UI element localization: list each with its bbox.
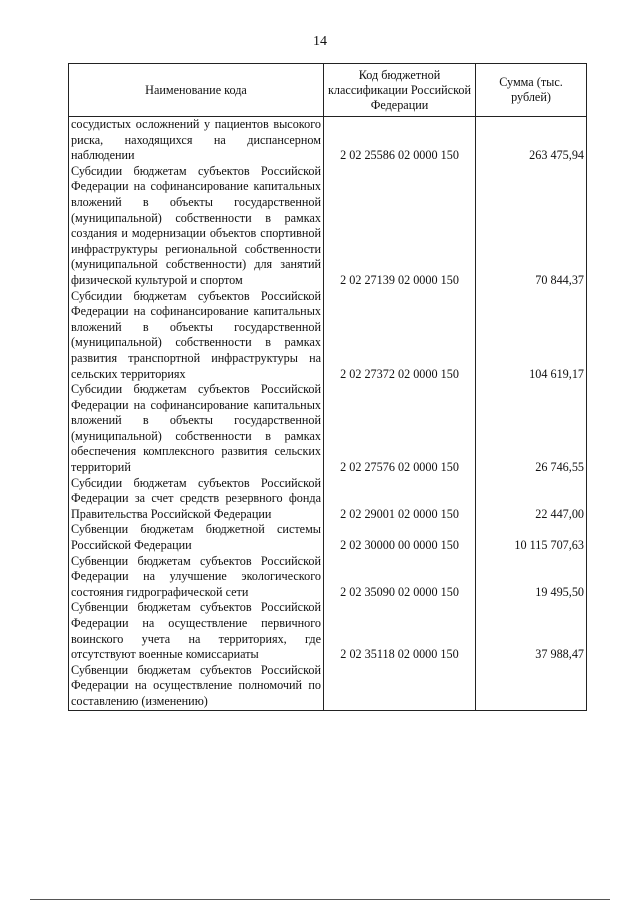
page-number: 14 <box>313 34 327 49</box>
row-sum: 70 844,37 <box>476 164 587 289</box>
budget-table <box>68 63 587 711</box>
row-name: Субвенции бюджетам субъектов Российской Федерации на осуществление первичного воинского учета на территориях, где отсутствуют военные комиссариаты <box>69 600 324 662</box>
row-name: Субвенции бюджетам субъектов Российской Федерации на улучшение экологического состояния гидрографической сети <box>69 554 324 601</box>
table-row <box>69 289 587 383</box>
row-sum: 104 619,17 <box>476 289 587 383</box>
row-sum: 10 115 707,63 <box>476 522 587 553</box>
table-row <box>69 522 587 553</box>
row-code <box>324 663 476 710</box>
row-code: 2 02 35090 02 0000 150 <box>324 554 476 601</box>
row-code: 2 02 27372 02 0000 150 <box>324 289 476 383</box>
row-name: Субвенции бюджетам субъектов Российской Федерации на осуществление полномочий по составлению (изменению) <box>69 663 324 710</box>
row-name: Субсидии бюджетам субъектов Российской Федерации на софинансирование капитальных вложений в объекты государственной (муниципальной) собственности в рамках развития транспортной инфраструктуры на сельских территориях <box>69 289 324 383</box>
row-code: 2 02 29001 02 0000 150 <box>324 476 476 523</box>
header-code: Код бюджетной классификации Российской Федерации <box>324 64 476 117</box>
row-code: 2 02 27576 02 0000 150 <box>324 382 476 476</box>
header-name: Наименование кода <box>69 64 324 117</box>
row-name: Субвенции бюджетам бюджетной системы Российской Федерации <box>69 522 324 553</box>
table-row <box>69 600 587 662</box>
row-name: сосудистых осложнений у пациентов высокого риска, находящихся на диспансерном наблюдении <box>69 117 324 164</box>
row-sum: 37 988,47 <box>476 600 587 662</box>
row-name: Субсидии бюджетам субъектов Российской Федерации на софинансирование капитальных вложений в объекты государственной (муниципальной) собственности в рамках создания и модернизации объектов спортивной инфраструктуры региональной собственности (муниципальной собственности) для занятий физической культурой и спортом <box>69 164 324 289</box>
table-row <box>69 663 587 710</box>
row-sum: 22 447,00 <box>476 476 587 523</box>
header-sum: Сумма (тыс. рублей) <box>476 64 587 117</box>
row-code: 2 02 25586 02 0000 150 <box>324 117 476 164</box>
table-row <box>69 476 587 523</box>
row-code: 2 02 35118 02 0000 150 <box>324 600 476 662</box>
table-row <box>69 117 587 164</box>
row-name: Субсидии бюджетам субъектов Российской Федерации за счет средств резервного фонда Правительства Российской Федерации <box>69 476 324 523</box>
row-sum <box>476 663 587 710</box>
row-code: 2 02 27139 02 0000 150 <box>324 164 476 289</box>
row-name: Субсидии бюджетам субъектов Российской Федерации на софинансирование капитальных вложений в объекты государственной (муниципальной) собственности в рамках обеспечения комплексного развития сельских территорий <box>69 382 324 476</box>
table-row <box>69 382 587 476</box>
row-sum: 19 495,50 <box>476 554 587 601</box>
table-row <box>69 164 587 289</box>
row-code: 2 02 30000 00 0000 150 <box>324 522 476 553</box>
row-sum: 26 746,55 <box>476 382 587 476</box>
row-sum: 263 475,94 <box>476 117 587 164</box>
table-header-row <box>69 64 587 117</box>
page-bottom-rule <box>30 899 610 900</box>
table-row <box>69 554 587 601</box>
